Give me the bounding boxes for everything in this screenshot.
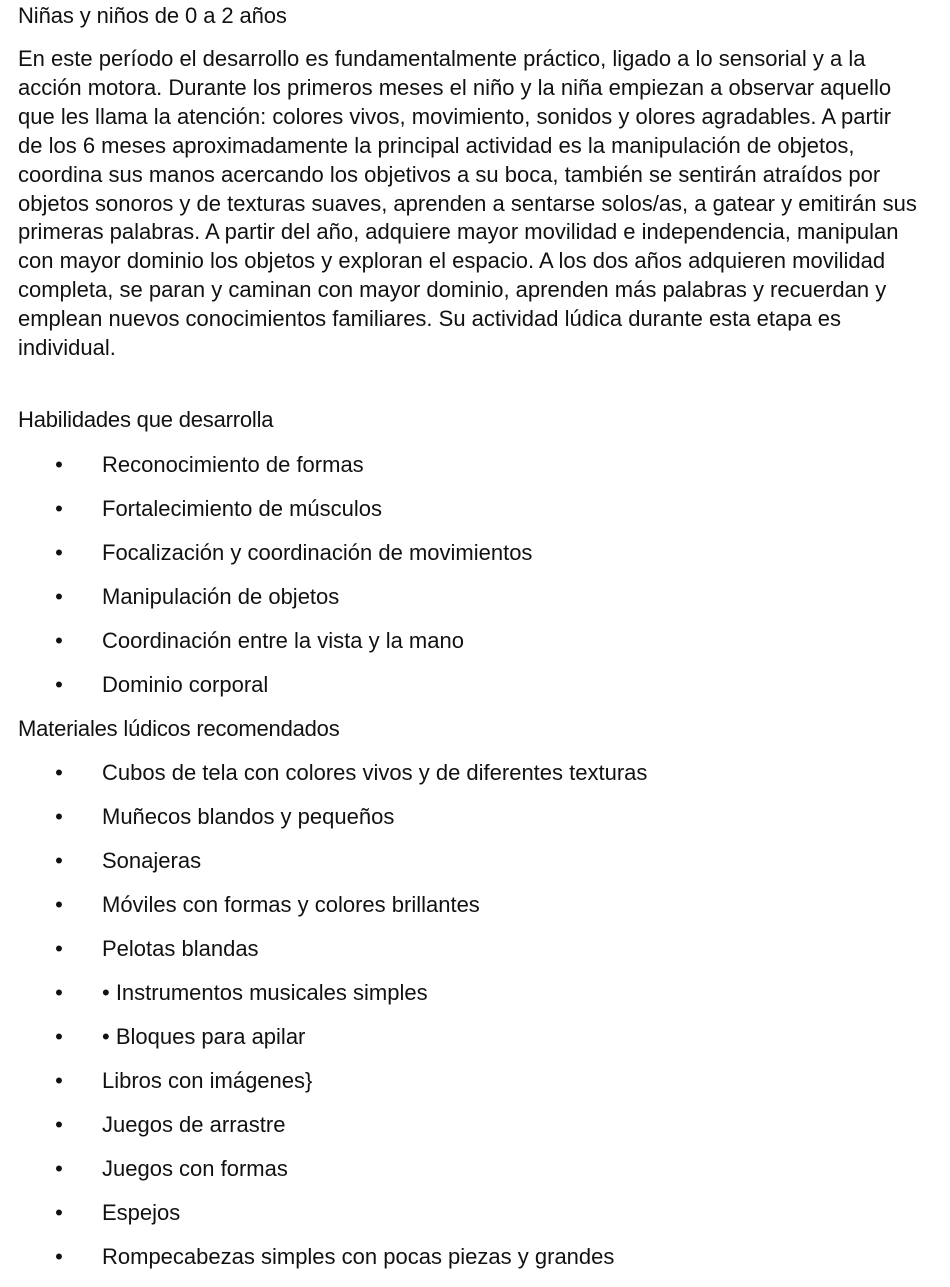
list-item xyxy=(18,935,918,979)
bullet-icon: • xyxy=(55,980,63,1005)
bullet-icon: • xyxy=(55,1200,63,1225)
list-item-text: Dominio corporal xyxy=(102,672,269,697)
bullet-icon: • xyxy=(55,1156,63,1181)
list-item xyxy=(18,803,918,847)
list-item xyxy=(18,1023,918,1067)
bullet-icon: • xyxy=(55,936,63,961)
bullet-icon: • xyxy=(55,892,63,917)
bullet-icon: • xyxy=(55,804,63,829)
list-item xyxy=(18,495,918,539)
list-item xyxy=(18,583,918,627)
list-item xyxy=(18,1155,918,1199)
bullet-icon: • xyxy=(55,496,63,521)
list-item xyxy=(18,671,918,715)
list-item-text: Coordinación entre la vista y la mano xyxy=(102,628,464,653)
list-item-text: Juegos con formas xyxy=(102,1156,288,1181)
list-item xyxy=(18,1111,918,1155)
bullet-icon: • xyxy=(55,1244,63,1269)
list-item xyxy=(18,847,918,891)
list-item-text: Espejos xyxy=(102,1200,181,1225)
list-item xyxy=(18,539,918,583)
bullet-icon: • xyxy=(55,848,63,873)
materials-heading: Materiales lúdicos recomendados xyxy=(18,716,340,741)
list-item-text: Pelotas blandas xyxy=(102,936,259,961)
list-item-text: Focalización y coordinación de movimientos xyxy=(102,540,533,565)
list-item xyxy=(18,451,918,495)
list-item-text: Cubos de tela con colores vivos y de diferentes texturas xyxy=(102,760,648,785)
list-item-text: Manipulación de objetos xyxy=(102,584,340,609)
bullet-icon: • xyxy=(55,1024,63,1049)
bullet-icon: • xyxy=(55,1112,63,1137)
list-item xyxy=(18,1199,918,1243)
skills-heading: Habilidades que desarrolla xyxy=(18,407,274,432)
bullet-icon: • xyxy=(55,760,63,785)
bullet-icon: • xyxy=(55,628,63,653)
list-item xyxy=(18,891,918,935)
list-item-text: • Bloques para apilar xyxy=(102,1024,306,1049)
list-item xyxy=(18,979,918,1023)
list-item-text: Reconocimiento de formas xyxy=(102,452,364,477)
intro-paragraph: En este período el desarrollo es fundamentalmente práctico, ligado a lo sensorial y a la acción motora. Durante los primeros meses el niño y la niña empiezan a observar aquello que les llama la atención: colores vivos, movimiento, sonidos y olores agradables. A partir de los 6 meses aproximadamente la principal actividad es la manipulación de objetos, coordina sus manos acercando los objetivos a su boca, también se sentirán atraídos por objetos sonoros y de texturas suaves, aprenden a sentarse solos/as, a gatear y emitirán sus primeras palabras. A partir del año, adquiere mayor movilidad e independencia, manipulan con mayor dominio los objetos y exploran el espacio. A los dos años adquieren movilidad completa, se paran y caminan con mayor dominio, aprenden más palabras y recuerdan y emplean nuevos conocimientos familiares. Su actividad lúdica durante esta etapa es individual. xyxy=(18,46,917,361)
list-item-text: Móviles con formas y colores brillantes xyxy=(102,892,480,917)
bullet-icon: • xyxy=(55,584,63,609)
materials-list xyxy=(18,759,918,1287)
bullet-icon: • xyxy=(55,540,63,565)
skills-list xyxy=(18,451,918,715)
bullet-icon: • xyxy=(55,1068,63,1093)
list-item-text: Sonajeras xyxy=(102,848,202,873)
list-item-text: • Instrumentos musicales simples xyxy=(102,980,428,1005)
list-item-text: Libros con imágenes} xyxy=(102,1068,313,1093)
list-item-text: Juegos de arrastre xyxy=(102,1112,286,1137)
list-item xyxy=(18,1243,918,1287)
page-title: Niñas y niños de 0 a 2 años xyxy=(18,3,287,28)
list-item-text: Rompecabezas simples con pocas piezas y grandes xyxy=(102,1244,615,1269)
list-item xyxy=(18,627,918,671)
list-item xyxy=(18,759,918,803)
list-item-text: Muñecos blandos y pequeños xyxy=(102,804,395,829)
list-item-text: Fortalecimiento de músculos xyxy=(102,496,383,521)
bullet-icon: • xyxy=(55,452,63,477)
list-item xyxy=(18,1067,918,1111)
bullet-icon: • xyxy=(55,672,63,697)
